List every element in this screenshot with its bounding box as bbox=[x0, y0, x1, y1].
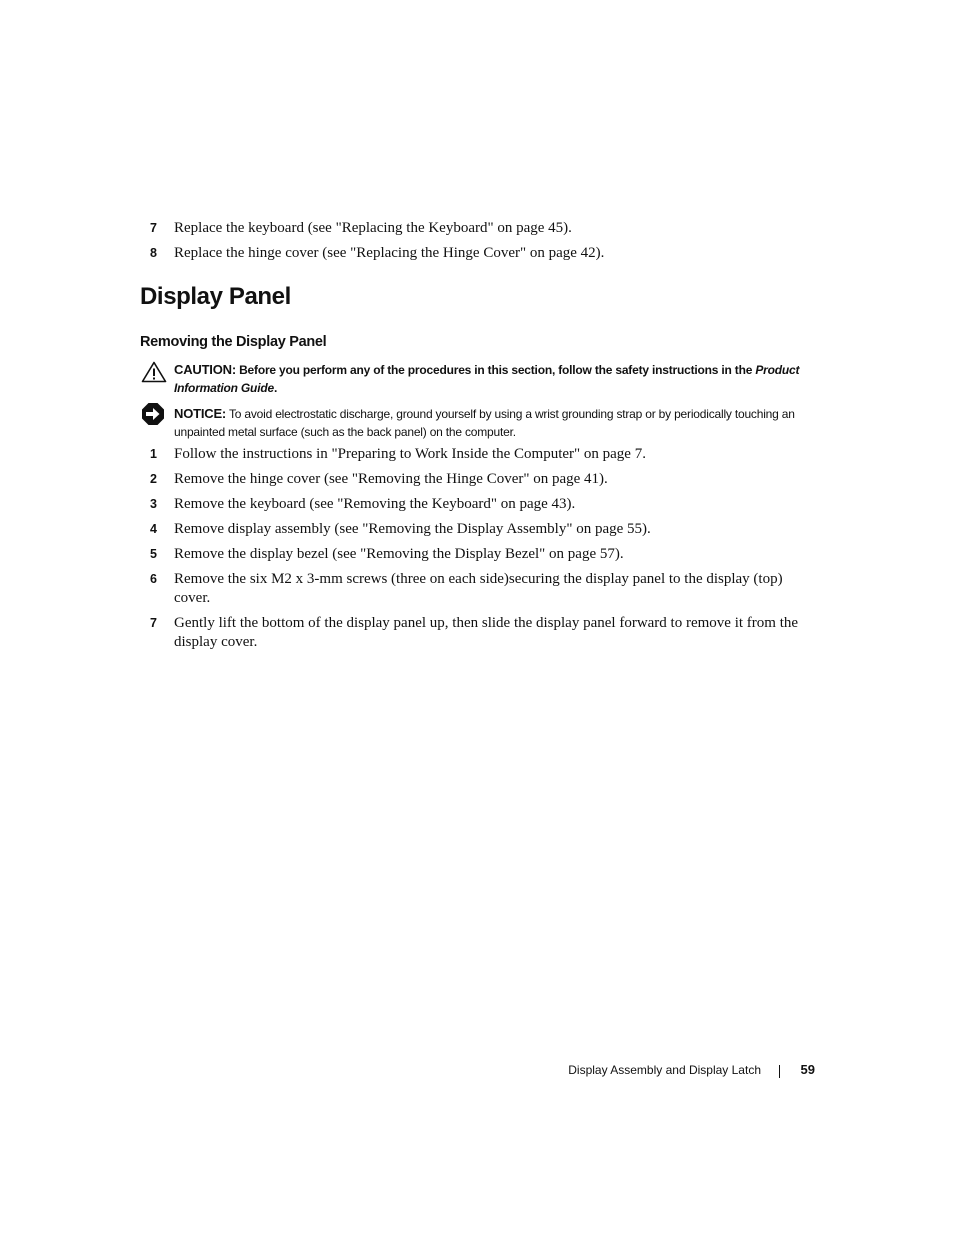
caution-text bbox=[174, 363, 799, 395]
notice-arrow-icon bbox=[141, 402, 165, 431]
page-footer bbox=[540, 1061, 815, 1081]
step-number: 8 bbox=[150, 246, 157, 260]
footer-separator bbox=[779, 1065, 780, 1078]
caution-end: . bbox=[273, 380, 278, 395]
step-text: Remove the display bezel (see "Removing the Display Bezel" on page 57). bbox=[174, 546, 624, 562]
footer-chapter-title: Display Assembly and Display Latch bbox=[568, 1063, 761, 1077]
notice-label: NOTICE: bbox=[174, 406, 227, 421]
step-number: 7 bbox=[150, 616, 157, 630]
caution-main-text: Before you perform any of the procedures in this section, follow the safety instructions in the bbox=[239, 363, 753, 377]
step-text: Remove the six M2 x 3-mm screws (three on each side)securing the display panel to the display (top) cover. bbox=[174, 571, 783, 606]
step-number: 6 bbox=[150, 572, 157, 586]
step-text: Remove the hinge cover (see "Removing the Hinge Cover" on page 41). bbox=[174, 471, 608, 487]
step-number: 2 bbox=[150, 472, 157, 486]
step-text: Gently lift the bottom of the display panel up, then slide the display panel forward to remove it from the display cover. bbox=[174, 615, 799, 650]
step-text: Replace the hinge cover (see "Replacing the Hinge Cover" on page 42). bbox=[174, 245, 605, 261]
step-number: 3 bbox=[150, 497, 157, 511]
step-text: Replace the keyboard (see "Replacing the Keyboard" on page 45). bbox=[174, 220, 572, 236]
notice-text: To avoid electrostatic discharge, ground yourself by using a wrist grounding strap or by periodically touching an unpainted metal surface (such as the back panel) on the computer. bbox=[174, 407, 795, 439]
page-number: 59 bbox=[800, 1062, 815, 1077]
step-number: 5 bbox=[150, 547, 157, 561]
guide-title: Product Information Guide bbox=[174, 363, 800, 395]
caution-label: CAUTION: bbox=[174, 362, 236, 377]
section-title: Display Panel bbox=[140, 283, 291, 310]
caution-note bbox=[174, 361, 818, 397]
subsection-title: Removing the Display Panel bbox=[140, 334, 327, 350]
step-number: 1 bbox=[150, 447, 157, 461]
step-text: Follow the instructions in "Preparing to Work Inside the Computer" on page 7. bbox=[174, 446, 646, 462]
notice-note bbox=[174, 405, 818, 441]
step-text: Remove the keyboard (see "Removing the Keyboard" on page 43). bbox=[174, 496, 576, 512]
step-number: 7 bbox=[150, 221, 157, 235]
caution-triangle-icon bbox=[141, 361, 167, 388]
step-number: 4 bbox=[150, 522, 157, 536]
step-text: Remove display assembly (see "Removing the Display Assembly" on page 55). bbox=[174, 521, 651, 537]
